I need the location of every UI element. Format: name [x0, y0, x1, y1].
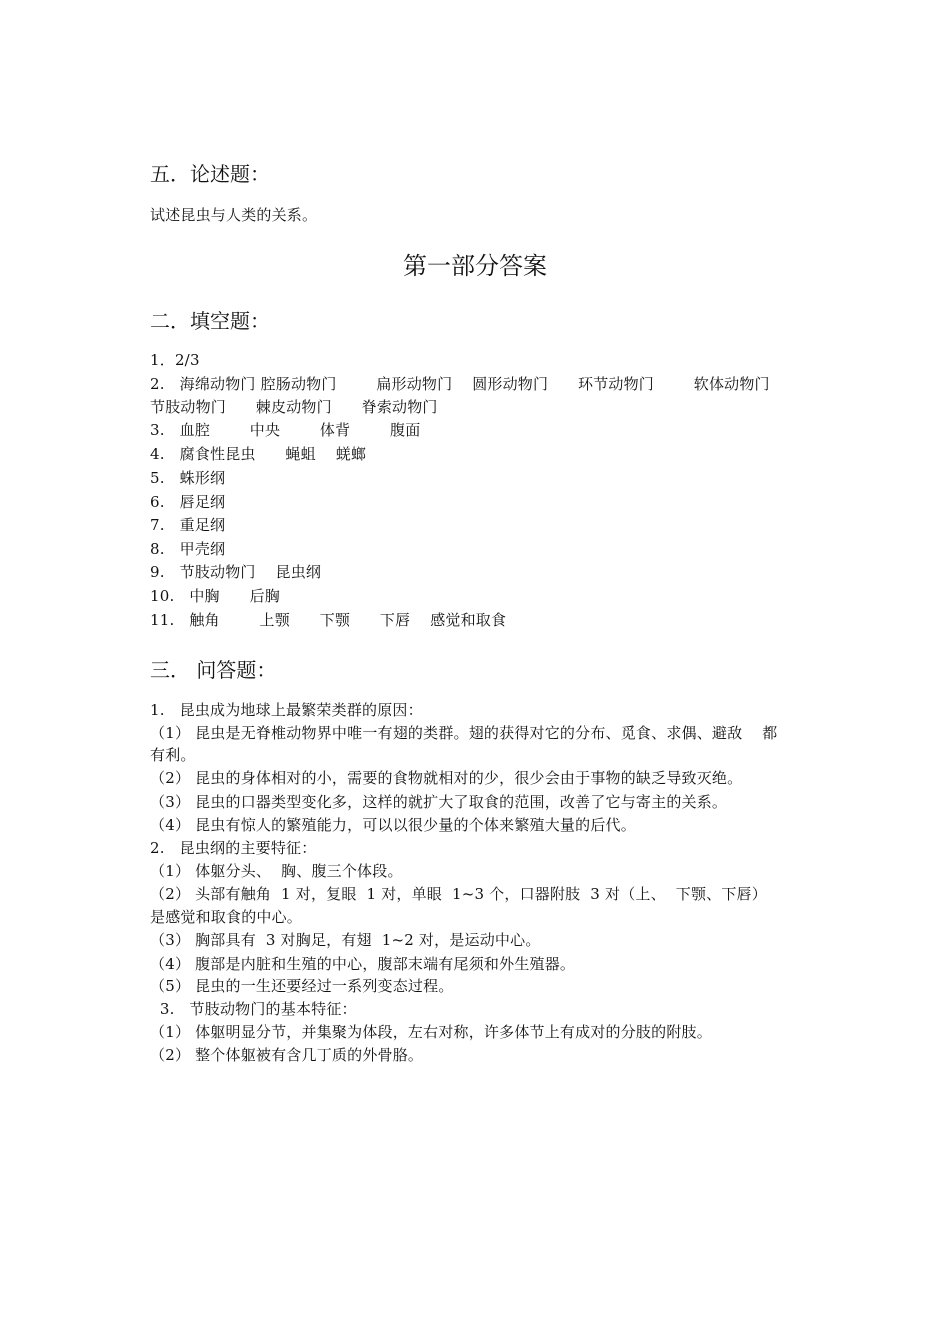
fill-answer-line: 9. 节肢动物门 昆虫纲	[150, 563, 322, 581]
qa-answer-line: （2） 头部有触角 1 对，复眼 1 对，单眼 1~3 个，口器附肢 3 对（上、 下颚、下唇）	[150, 885, 767, 903]
fill-answer-line: 11. 触角 上颚 下颚 下唇 感觉和取食	[150, 611, 507, 629]
fill-answer-line: 节肢动物门 棘皮动物门 脊索动物门	[150, 398, 438, 416]
qa-answer-line: （4） 腹部是内脏和生殖的中心，腹部末端有尾须和外生殖器。	[150, 955, 576, 973]
section-5-heading: 五．论述题：	[150, 162, 270, 186]
fill-answer-line: 8. 甲壳纲	[150, 540, 226, 558]
qa-answer-line: 是感觉和取食的中心。	[150, 908, 303, 926]
fill-answer-line: 6. 唇足纲	[150, 493, 226, 511]
qa-answer-line: （1） 体躯分头、 胸、腹三个体段。	[150, 862, 403, 880]
fill-answer-line: 2. 海绵动物门 腔肠动物门 扁形动物门 圆形动物门 环节动物门 软体动物门	[150, 375, 770, 393]
fill-answer-line: 5. 蛛形纲	[150, 469, 226, 487]
qa-answer-line: （4） 昆虫有惊人的繁殖能力，可以以很少量的个体来繁殖大量的后代。	[150, 816, 636, 834]
fill-answer-line: 3. 血腔 中央 体背 腹面	[150, 421, 421, 439]
fill-answer-line: 10. 中胸 后胸	[150, 587, 280, 605]
answer-part-title: 第一部分答案	[403, 252, 547, 280]
section-2-heading: 二．填空题：	[150, 309, 270, 333]
qa-answer-line: （2） 昆虫的身体相对的小，需要的食物就相对的少，很少会由于事物的缺乏导致灭绝。	[150, 769, 743, 787]
fill-answer-line: 7. 重足纲	[150, 516, 226, 534]
qa-answer-line: 3. 节肢动物门的基本特征：	[150, 1000, 357, 1018]
qa-answer-line: （1） 体躯明显分节，并集聚为体段，左右对称，许多体节上有成对的分肢的附肢。	[150, 1023, 712, 1041]
fill-answer-line: 1．2/3	[150, 351, 200, 369]
qa-answer-line: （3） 胸部具有 3 对胸足，有翅 1~2 对，是运动中心。	[150, 931, 541, 949]
qa-answer-line: 2. 昆虫纲的主要特征：	[150, 839, 317, 857]
qa-answer-line: 有利。	[150, 746, 196, 764]
qa-answer-line: （2） 整个体躯被有含几丁质的外骨胳。	[150, 1046, 424, 1064]
fill-answer-line: 4. 腐食性昆虫 蝇蛆 蜣螂	[150, 445, 367, 463]
qa-answer-line: 1. 昆虫成为地球上最繁荣类群的原因：	[150, 701, 423, 719]
qa-answer-line: （1） 昆虫是无脊椎动物界中唯一有翅的类群。翅的获得对它的分布、觅食、求偶、避敌 都	[150, 724, 778, 742]
qa-answer-line: （5） 昆虫的一生还要经过一系列变态过程。	[150, 977, 454, 995]
section-3-heading: 三． 问答题：	[150, 658, 277, 682]
essay-question: 试述昆虫与人类的关系。	[150, 206, 318, 224]
qa-answer-line: （3） 昆虫的口器类型变化多，这样的就扩大了取食的范围，改善了它与寄主的关系。	[150, 793, 728, 811]
